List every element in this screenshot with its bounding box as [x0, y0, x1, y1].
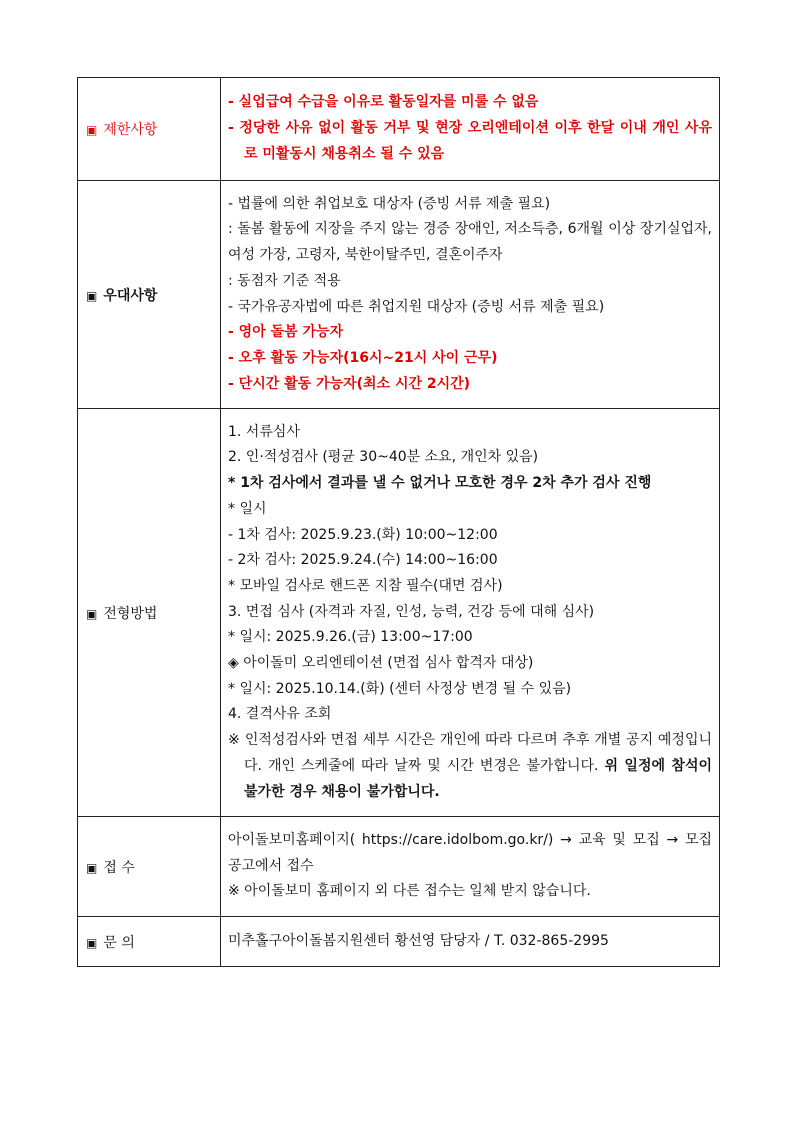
restriction-label: 제한사항 — [103, 122, 158, 138]
preference-line: - 국가유공자법에 따른 취업지원 대상자 (증빙 서류 제출 필요) — [228, 298, 605, 315]
selection-line: ◈ 아이돌미 오리엔테이션 (면접 심사 합격자 대상) — [228, 655, 534, 672]
apply-row — [78, 817, 720, 917]
square-marker-icon: ▣ — [86, 606, 98, 621]
selection-line: * 일시: 2025.10.14.(화) (센터 사정상 변경 될 수 있음) — [228, 680, 572, 697]
selection-line: 2. 인·적성검사 (평균 30~40분 소요, 개인차 있음) — [228, 449, 539, 466]
preference-line: : 돌봄 활동에 지장을 주지 않는 경증 장애인, 저소득층, 6개월 이상 장기실업자, 여성 가장, 고령자, 북한이탈주민, 결혼이주자 — [228, 221, 712, 264]
apply-line: 아이돌보미홈페이지( https://care.idolbom.go.kr/) → 교육 및 모집 → 모집 공고에서 접수 — [228, 831, 712, 874]
selection-line: 1. 서류심사 — [228, 423, 300, 440]
selection-label: 전형방법 — [103, 605, 158, 622]
selection-line: 3. 면접 심사 (자격과 자질, 인성, 능력, 건강 등에 대해 심사) — [228, 603, 595, 620]
selection-line: * 1차 검사에서 결과를 낼 수 없거나 모호한 경우 2차 추가 검사 진행 — [228, 475, 652, 492]
inquiry-label-cell — [78, 917, 221, 967]
preference-label: 우대사항 — [103, 287, 158, 304]
selection-note — [228, 728, 712, 805]
inquiry-content — [221, 917, 720, 967]
preference-line: - 오후 활동 가능자(16시~21시 사이 근무) — [228, 349, 498, 366]
apply-label: 접 수 — [103, 859, 135, 876]
restriction-line: - 실업급여 수급을 이유로 활동일자를 미룰 수 없음 — [228, 94, 539, 111]
selection-line: * 일시 — [228, 500, 267, 517]
preference-content — [221, 181, 720, 409]
apply-line: ※ 아이돌보미 홈페이지 외 다른 접수는 일체 받지 않습니다. — [228, 883, 591, 900]
preference-line: - 영아 돌봄 가능자 — [228, 324, 344, 341]
selection-line: - 1차 검사: 2025.9.23.(화) 10:00~12:00 — [228, 526, 498, 543]
selection-note-warning: 위 일정에 참석이 불가한 경우 채용이 불가합니다. — [244, 757, 712, 800]
selection-line: - 2차 검사: 2025.9.24.(수) 14:00~16:00 — [228, 552, 498, 569]
preference-line: - 단시간 활동 가능자(최소 시간 2시간) — [228, 375, 471, 392]
apply-label-cell — [78, 817, 221, 917]
square-marker-icon: ▣ — [86, 288, 98, 303]
apply-content — [221, 817, 720, 917]
inquiry-label: 문 의 — [103, 934, 135, 951]
inquiry-row — [78, 917, 720, 967]
selection-label-cell — [78, 409, 221, 817]
restriction-row — [78, 78, 720, 181]
square-marker-icon: ▣ — [86, 123, 98, 137]
recruitment-info-table — [77, 77, 720, 967]
selection-line: * 모바일 검사로 핸드폰 지참 필수(대면 검사) — [228, 577, 503, 594]
selection-row — [78, 409, 720, 817]
inquiry-line: 미추홀구아이돌봄지원센터 황선영 담당자 / T. 032-865-2995 — [228, 932, 609, 949]
selection-line: 4. 결격사유 조회 — [228, 706, 332, 723]
restriction-content — [221, 78, 720, 181]
selection-note-text: ※ 인적성검사와 면접 세부 시간은 개인에 따라 다르며 추후 개별 공지 예정입니다. 개인 스케줄에 따라 날짜 및 시간 변경은 불가합니다. — [228, 732, 712, 774]
preference-line: - 법률에 의한 취업보호 대상자 (증빙 서류 제출 필요) — [228, 195, 551, 212]
preference-row — [78, 181, 720, 409]
preference-line: : 동점자 기준 적용 — [228, 272, 341, 289]
restriction-line: - 정당한 사유 없이 활동 거부 및 현장 오리엔테이션 이후 한달 이내 개인 사유로 미활동시 채용취소 될 수 있음 — [228, 120, 712, 162]
restriction-label-cell — [78, 78, 221, 181]
square-marker-icon: ▣ — [86, 935, 98, 950]
preference-label-cell — [78, 181, 221, 409]
selection-line: * 일시: 2025.9.26.(금) 13:00~17:00 — [228, 629, 473, 646]
selection-content — [221, 409, 720, 817]
square-marker-icon: ▣ — [86, 860, 98, 875]
